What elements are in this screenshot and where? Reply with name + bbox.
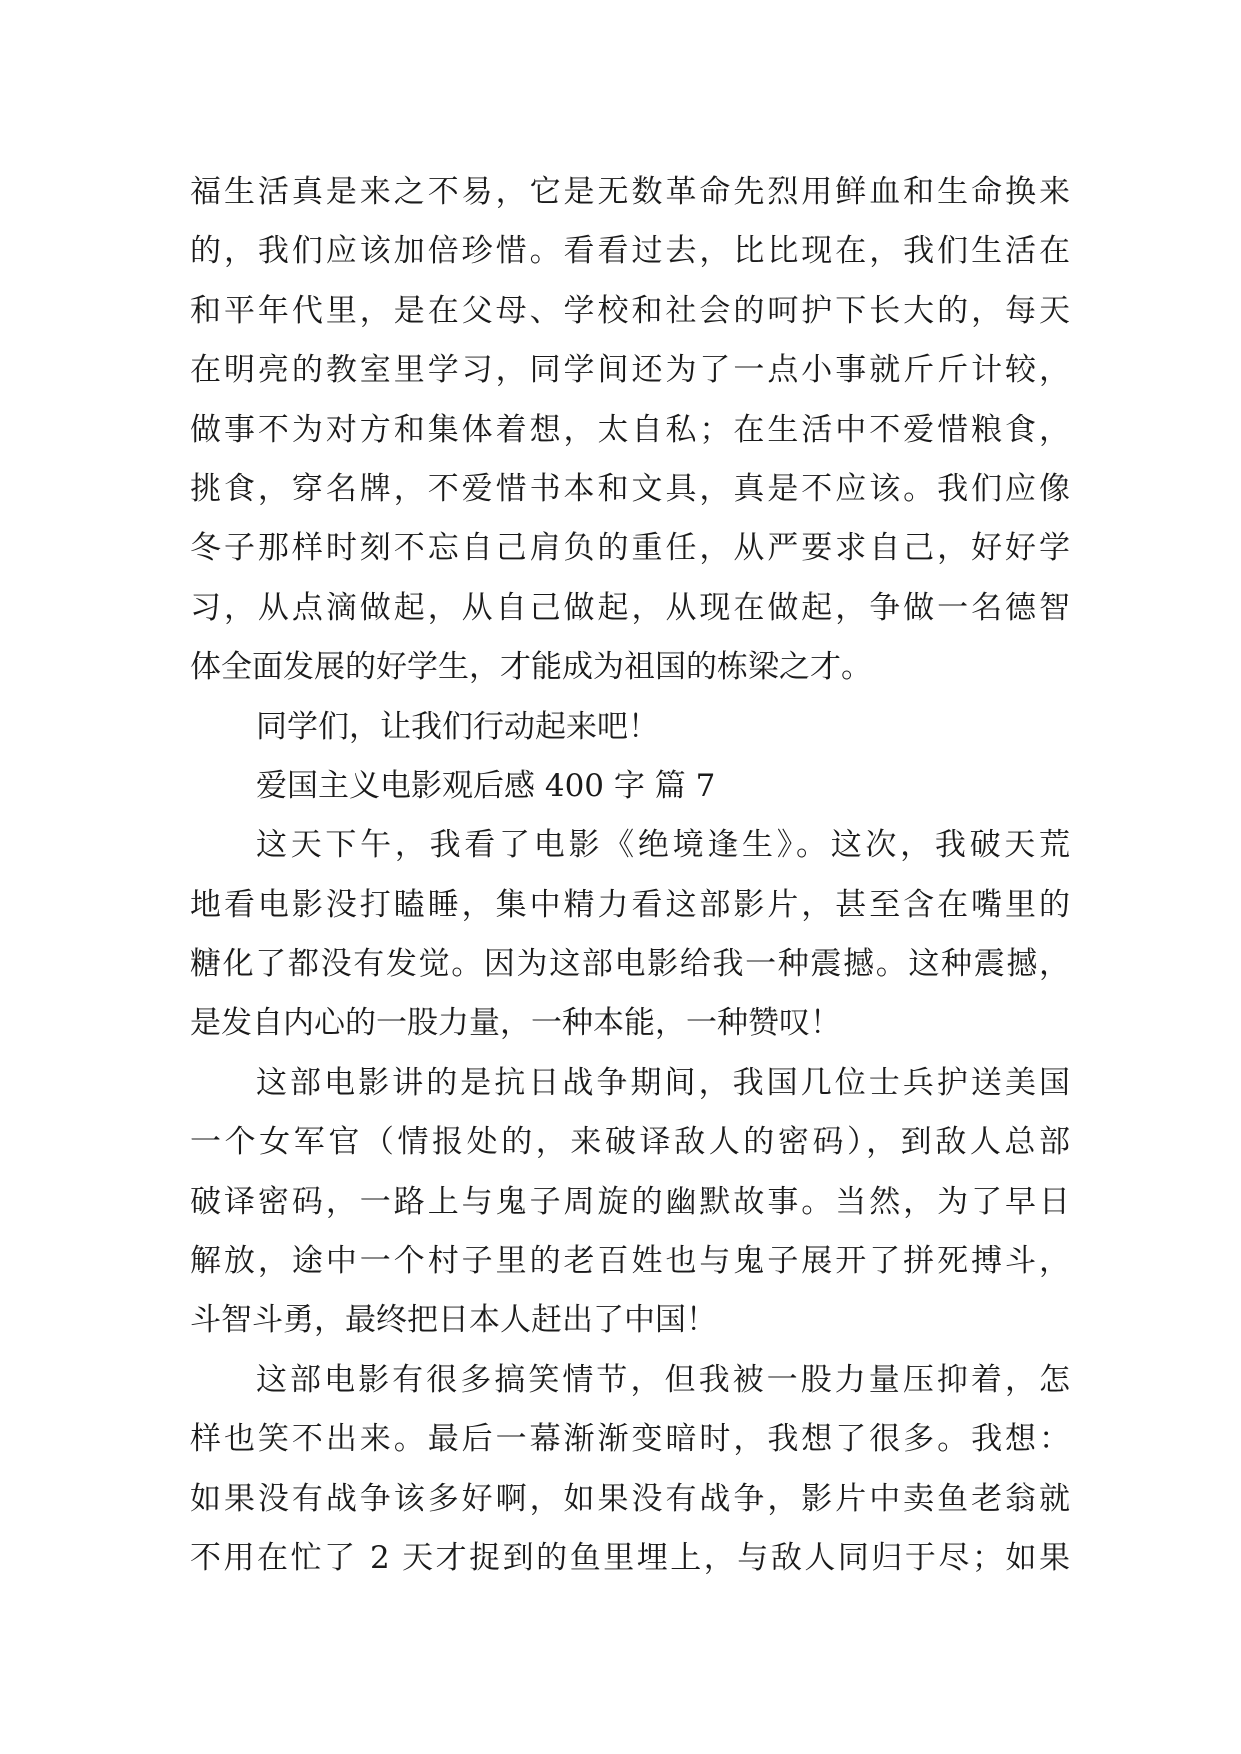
section-heading: 爱国主义电影观后感 400 字 篇 7 bbox=[256, 767, 716, 804]
text-line: 是发自内心的一股力量，一种本能，一种赞叹！ bbox=[190, 1005, 841, 1042]
text-line: 和平年代里，是在父母、学校和社会的呵护下长大的，每天 bbox=[190, 292, 1070, 329]
text-line: 如果没有战争该多好啊，如果没有战争，影片中卖鱼老翁就 bbox=[190, 1480, 1070, 1517]
text-line: 同学们，让我们行动起来吧！ bbox=[256, 708, 659, 745]
text-line: 不用在忙了 2 天才捉到的鱼里埋上，与敌人同归于尽；如果 bbox=[190, 1539, 1070, 1576]
text-line: 解放，途中一个村子里的老百姓也与鬼子展开了拼死搏斗， bbox=[190, 1243, 1070, 1280]
text-line: 糖化了都没有发觉。因为这部电影给我一种震撼。这种震撼， bbox=[190, 946, 1070, 983]
text-line: 一个女军官（情报处的，来破译敌人的密码），到敌人总部 bbox=[190, 1124, 1070, 1161]
text-line: 这部电影有很多搞笑情节，但我被一股力量压抑着，怎 bbox=[256, 1361, 1070, 1398]
text-line: 做事不为对方和集体着想，太自私；在生活中不爱惜粮食， bbox=[190, 411, 1070, 448]
body-text bbox=[190, 163, 1070, 1588]
text-line: 挑食，穿名牌，不爱惜书本和文具，真是不应该。我们应像 bbox=[190, 470, 1070, 507]
text-line: 的，我们应该加倍珍惜。看看过去，比比现在，我们生活在 bbox=[190, 233, 1070, 270]
text-line: 这天下午，我看了电影《绝境逢生》。这次，我破天荒 bbox=[256, 827, 1070, 864]
text-line: 体全面发展的好学生，才能成为祖国的栋梁之才。 bbox=[190, 649, 872, 686]
text-line: 福生活真是来之不易，它是无数革命先烈用鲜血和生命换来 bbox=[190, 174, 1070, 210]
text-line: 冬子那样时刻不忘自己肩负的重任，从严要求自己，好好学 bbox=[190, 530, 1070, 567]
text-line: 破译密码，一路上与鬼子周旋的幽默故事。当然，为了早日 bbox=[190, 1183, 1070, 1220]
text-line: 这部电影讲的是抗日战争期间，我国几位士兵护送美国 bbox=[256, 1064, 1070, 1101]
text-line: 斗智斗勇，最终把日本人赶出了中国！ bbox=[190, 1302, 717, 1339]
text-line: 习，从点滴做起，从自己做起，从现在做起，争做一名德智 bbox=[190, 589, 1070, 626]
text-line: 样也笑不出来。最后一幕渐渐变暗时，我想了很多。我想： bbox=[190, 1421, 1070, 1458]
text-line: 地看电影没打瞌睡，集中精力看这部影片，甚至含在嘴里的 bbox=[190, 886, 1070, 923]
text-line: 在明亮的教室里学习，同学间还为了一点小事就斤斤计较， bbox=[190, 352, 1070, 389]
